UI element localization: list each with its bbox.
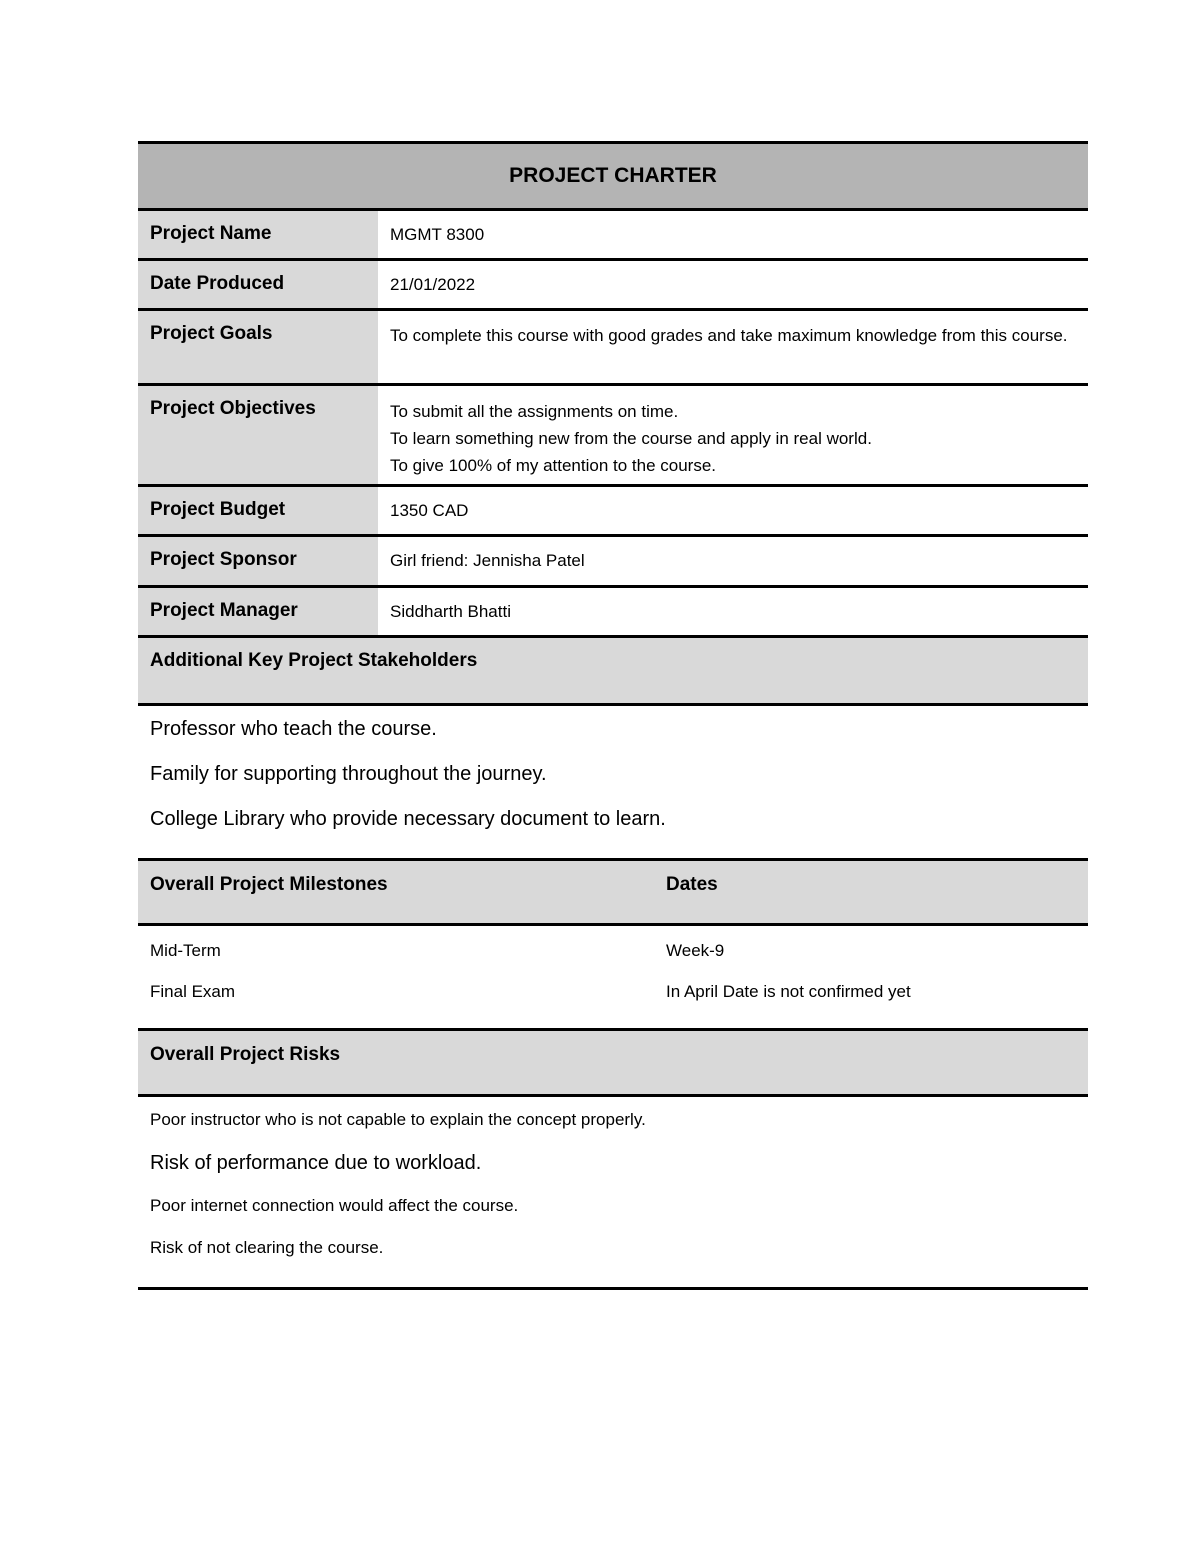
row-label: Project Budget bbox=[138, 487, 378, 534]
row-project-objectives bbox=[138, 386, 1088, 487]
row-date-produced bbox=[138, 261, 1088, 311]
stakeholder-item: Professor who teach the course. bbox=[150, 718, 437, 740]
milestones-header bbox=[138, 858, 1088, 926]
risk-item: Risk of performance due to workload. bbox=[150, 1152, 482, 1174]
milestone-name: Final Exam bbox=[150, 982, 236, 1001]
row-label: Project Sponsor bbox=[138, 537, 378, 585]
charter-title: PROJECT CHARTER bbox=[138, 141, 1088, 211]
row-value: Girl friend: Jennisha Patel bbox=[390, 551, 585, 570]
objective-line: To give 100% of my attention to the course. bbox=[390, 456, 717, 475]
milestone-row bbox=[138, 982, 1088, 1023]
row-label: Project Manager bbox=[138, 588, 378, 635]
row-label: Project Objectives bbox=[138, 386, 378, 484]
milestone-row bbox=[138, 941, 1088, 982]
milestone-date: Week-9 bbox=[666, 941, 725, 960]
objective-line: To submit all the assignments on time. bbox=[390, 402, 679, 421]
row-project-name bbox=[138, 211, 1088, 261]
row-value: Siddharth Bhatti bbox=[390, 602, 511, 621]
milestone-date: In April Date is not confirmed yet bbox=[666, 982, 911, 1001]
risks-heading: Overall Project Risks bbox=[138, 1031, 1088, 1097]
dates-heading: Dates bbox=[666, 874, 718, 895]
row-value: 21/01/2022 bbox=[390, 275, 476, 294]
risk-item: Poor internet connection would affect the course. bbox=[150, 1196, 519, 1215]
objective-line: To learn something new from the course and apply in real world. bbox=[390, 429, 872, 448]
milestones-heading: Overall Project Milestones bbox=[150, 874, 388, 895]
stakeholder-item: Family for supporting throughout the journey. bbox=[150, 763, 547, 785]
row-label: Project Name bbox=[138, 211, 378, 258]
project-charter bbox=[138, 141, 1088, 1290]
row-project-manager bbox=[138, 588, 1088, 638]
risk-item: Risk of not clearing the course. bbox=[150, 1238, 384, 1257]
row-label: Project Goals bbox=[138, 311, 378, 383]
milestone-name: Mid-Term bbox=[150, 941, 221, 960]
row-value: To complete this course with good grades and take maximum knowledge from this course. bbox=[390, 326, 1068, 345]
row-value: MGMT 8300 bbox=[390, 225, 485, 244]
row-value: 1350 CAD bbox=[390, 501, 469, 520]
row-value-lines bbox=[378, 386, 1088, 484]
row-project-budget bbox=[138, 487, 1088, 537]
milestones-list bbox=[138, 926, 1088, 1031]
stakeholders-heading: Additional Key Project Stakeholders bbox=[138, 638, 1088, 706]
risk-item: Poor instructor who is not capable to explain the concept properly. bbox=[150, 1110, 646, 1129]
row-project-goals bbox=[138, 311, 1088, 386]
stakeholder-item: College Library who provide necessary document to learn. bbox=[150, 808, 666, 830]
row-label: Date Produced bbox=[138, 261, 378, 308]
stakeholders-list bbox=[138, 706, 1088, 858]
row-project-sponsor bbox=[138, 537, 1088, 588]
risks-list bbox=[138, 1097, 1088, 1290]
